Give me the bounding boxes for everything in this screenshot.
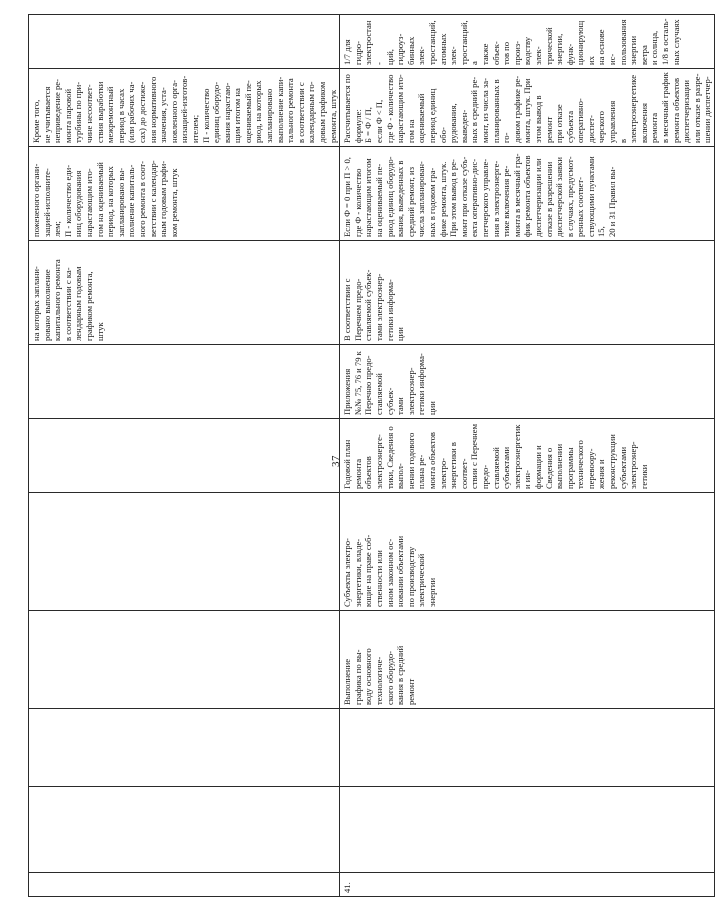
cell-empty xyxy=(29,611,340,709)
page-number: 37 xyxy=(330,455,342,467)
table-row xyxy=(340,15,715,897)
cell-empty xyxy=(29,345,340,419)
cell-indicator-name: Выполнение графика по вы- воду основного технологиче- ского оборудо- вания в средний ремонт xyxy=(340,611,715,709)
cell-method: Рассчитывается по формуле: Б = Ф / П, если Ф < П, где Ф - количество нарастающим ито- гом на оцениваемый период единиц обо- рудования, выведен- ных в средний ре- монт, из числа за- планированных в го- довом графике ре- монта, штук. При этом вывод в ремонт при отказе субъекта оперативно-диспет- черского управления в электроэнергетике включения ремонта в месячный график ремонта объектов диспетчеризации или отказе в разре- шении диспетчер- xyxy=(340,69,715,147)
cell-source: Годовой план ремонта объектов электроэнерге- тики, Сведения о выпол- нении годового плана ре- монта объектов электро- энергетики в соответ- ствии с Перечнем предо- ставляемой субъектами электроэнергетики ин- формации и Сведения о выполнении программы технического перевоору- жения и реконструкции субъектами электроэнер- гетики xyxy=(340,419,715,493)
cell-deadline: В соответствии с Перечнем предо- ставляемой субъек- тами электроэнер- гетики информа- ции xyxy=(340,241,715,345)
table-row xyxy=(29,15,340,897)
cell-method-continued: пожененого органи- зацией-исполните- лем; П - количество еди- ниц оборудования нарастающим ито- гом на оцениваемый период, на которых запланировано вы- полнение капиталь- ного ремонта в соот- ветствии с календар- ным годовым графи- ком ремонта, штук xyxy=(29,147,340,241)
cell-empty xyxy=(340,787,715,873)
cell-empty xyxy=(29,787,340,873)
cell-notes: 1/7 для гидро- электростан- ций, гидроуз- бинных элек- тростанций, атомных элек- тростанций, а также объек- тов по произ- водству элек- трической энергии, функ- ционирующих на основе ис- пользования энергии ветра и солнца, 1/8 в осталь- ных случаях xyxy=(340,15,715,69)
cell-formula: Если Ф = 0 при П > 0, где Ф - количество нарастающим итогом на оцениваемый пе- риод единиц оборудо- вания, выведенных в средний ремонт, из числа запланирован- ных в годовом гра- фике ремонта, штук. При этом вывод в ре- монт при отказе субъ- екта оперативно-дис- петчерского управле- ния в электроэнерге- тике включения ре- монта в месячный гра- фик ремонта объектов диспетчеризации или отказе в разрешении диспетчерской заявки в случаях, предусмот- ренных соответ- ствующими пунктами 15, 20 и 31 Правил вы- xyxy=(340,147,715,241)
cell-formula-continued: на которых заплани- ровано выполнение капитального ремонта в соответствии с ка- лендарным годовым графиком ремонта, штук xyxy=(29,241,340,345)
cell-form: Приложения №№ 75, 76 и 79 к Перечню предо- ставляемой субъек- тами электроэнер- гетики информа- ции xyxy=(340,345,715,419)
criteria-table xyxy=(28,14,715,897)
cell-subjects: Субъекты электро- энергетики, владе- ющие на праве соб- ственности или ином законном ос- новании объектами по производству электрической энергии xyxy=(340,493,715,611)
cell-empty xyxy=(29,493,340,611)
row-number: 41. xyxy=(340,873,715,897)
cell-indicator-continued: Кроме того, не учитывается неприведение ре- монта паровой турбины по при- чине несоответ- ствия выработки межремонтный период в часах (или рабочих ча- сах) до достиже- ния нормативного значения, уста- новленного орга- низацией-изготов- ителем; П - количество единиц оборудо- вания нарастаю- щим итогом на оцениваемый пе- риод, на которых запланировано выполнение капи- тального ремонта в соответствии с календарным го- довым графиком ремонта, штук xyxy=(29,69,340,147)
cell-number-continued xyxy=(29,873,340,897)
cell-empty xyxy=(29,419,340,493)
cell-notes-continued xyxy=(29,15,340,69)
cell-empty xyxy=(340,709,715,787)
cell-empty xyxy=(29,709,340,787)
